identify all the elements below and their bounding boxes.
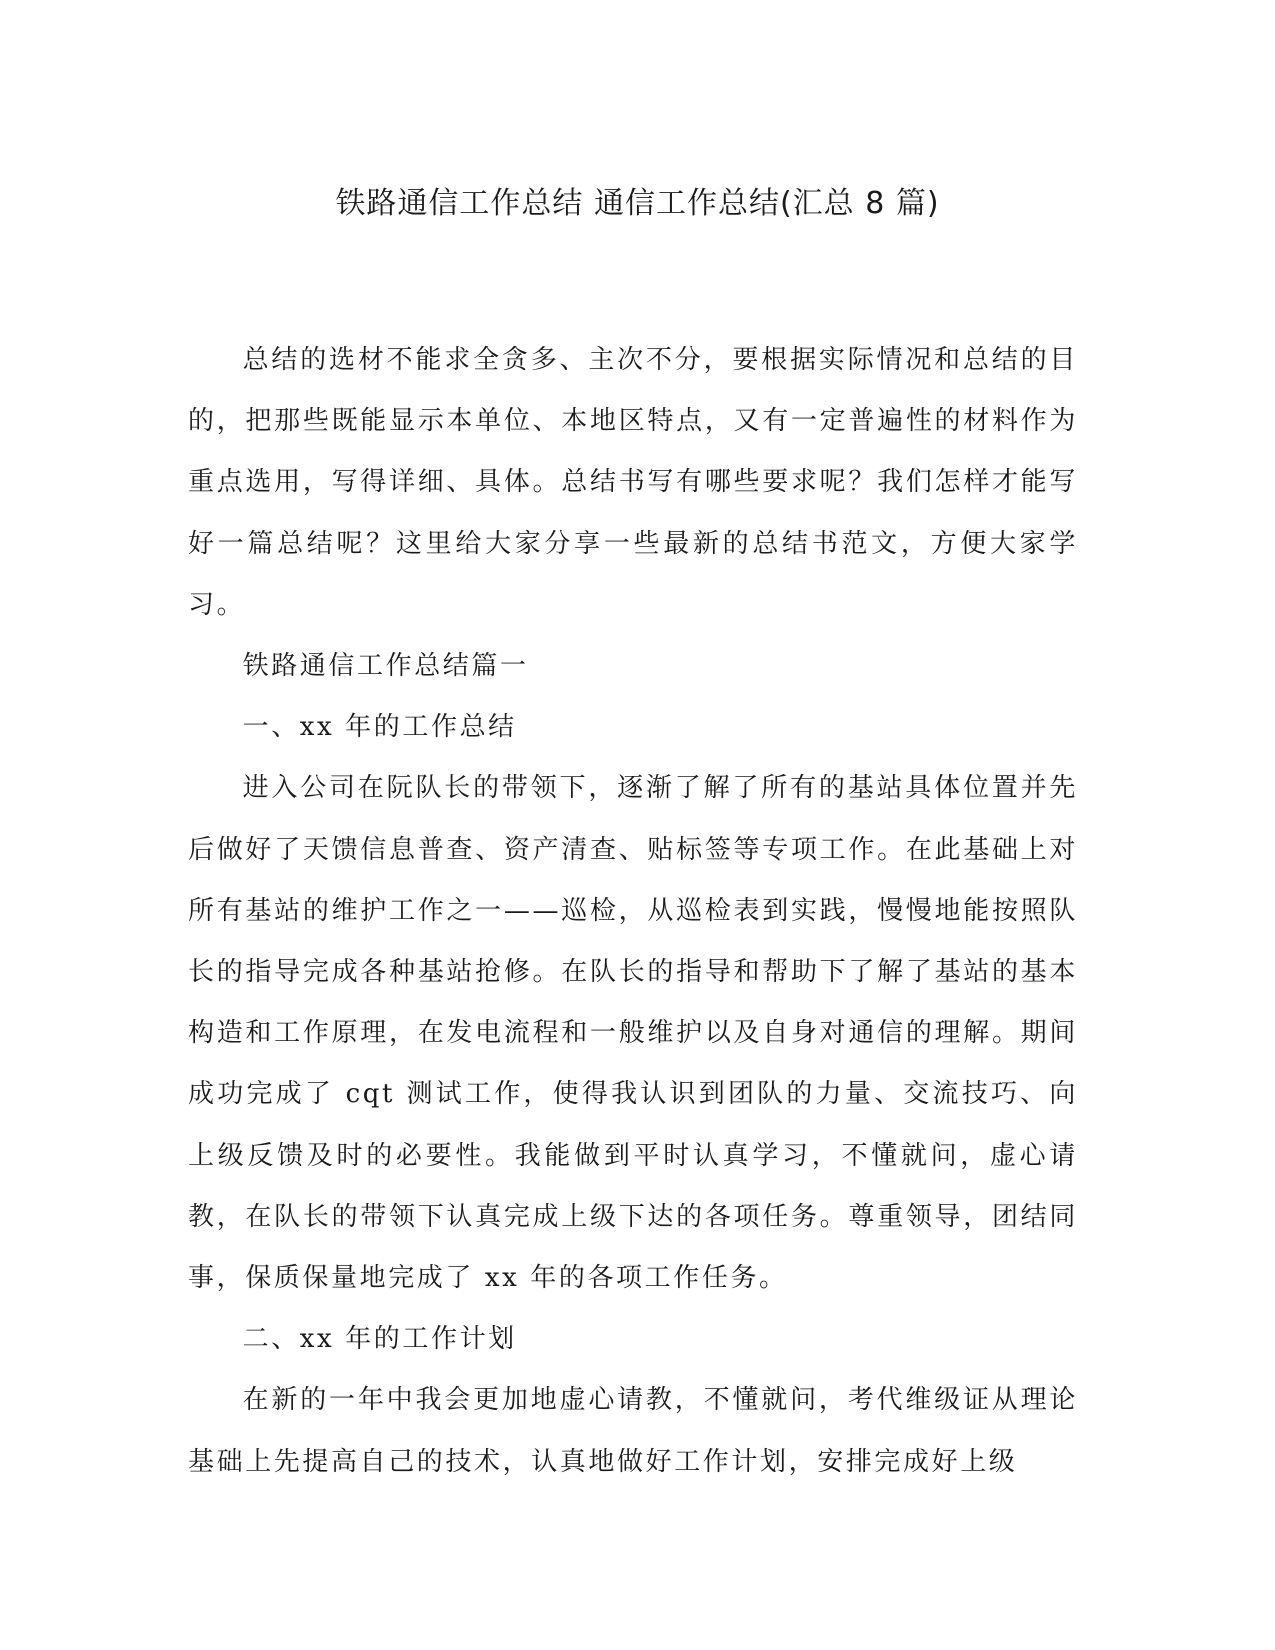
intro-paragraph: 总结的选材不能求全贪多、主次不分，要根据实际情况和总结的目的，把那些既能显示本单位、本地区特点，又有一定普遍性的材料作为重点选用，写得详细、具体。总结书写有哪些要求呢？我们怎样才能写好一篇总结呢？这里给大家分享一些最新的总结书范文，方便大家学习。 [188,345,1078,620]
subsection-heading-plan: 二、xx 年的工作计划 [242,1324,517,1355]
plan-paragraph: 在新的一年中我会更加地虚心请教，不懂就问，考代维级证从理论基础上先提高自己的技术，认真地做好工作计划，安排完成好上级 [188,1385,1078,1477]
section-heading-part-one: 铁路通信工作总结篇一 [242,651,529,682]
summary-paragraph: 进入公司在阮队长的带领下，逐渐了解了所有的基站具体位置并先后做好了天馈信息普查、资产清查、贴标签等专项工作。在此基础上对所有基站的维护工作之一——巡检，从巡检表到实践，慢慢地能按照队长的指导完成各种基站抢修。在队长的指导和帮助下了解了基站的基本构造和工作原理，在发电流程和一般维护以及自身对通信的理解。期间成功完成了 cqt 测试工作，使得我认识到团队的力量、交流技巧、向上级反馈及时的必要性。我能做到平时认真学习，不懂就问，虚心请教，在队长的带领下认真完成上级下达的各项任务。尊重领导，团结同事，保质保量地完成了 xx 年的各项工作任务。 [188,773,1078,1294]
subsection-heading-summary: 一、xx 年的工作总结 [242,712,517,743]
document-body [188,330,1078,1493]
document-title: 铁路通信工作总结 通信工作总结(汇总 8 篇) [335,186,940,221]
